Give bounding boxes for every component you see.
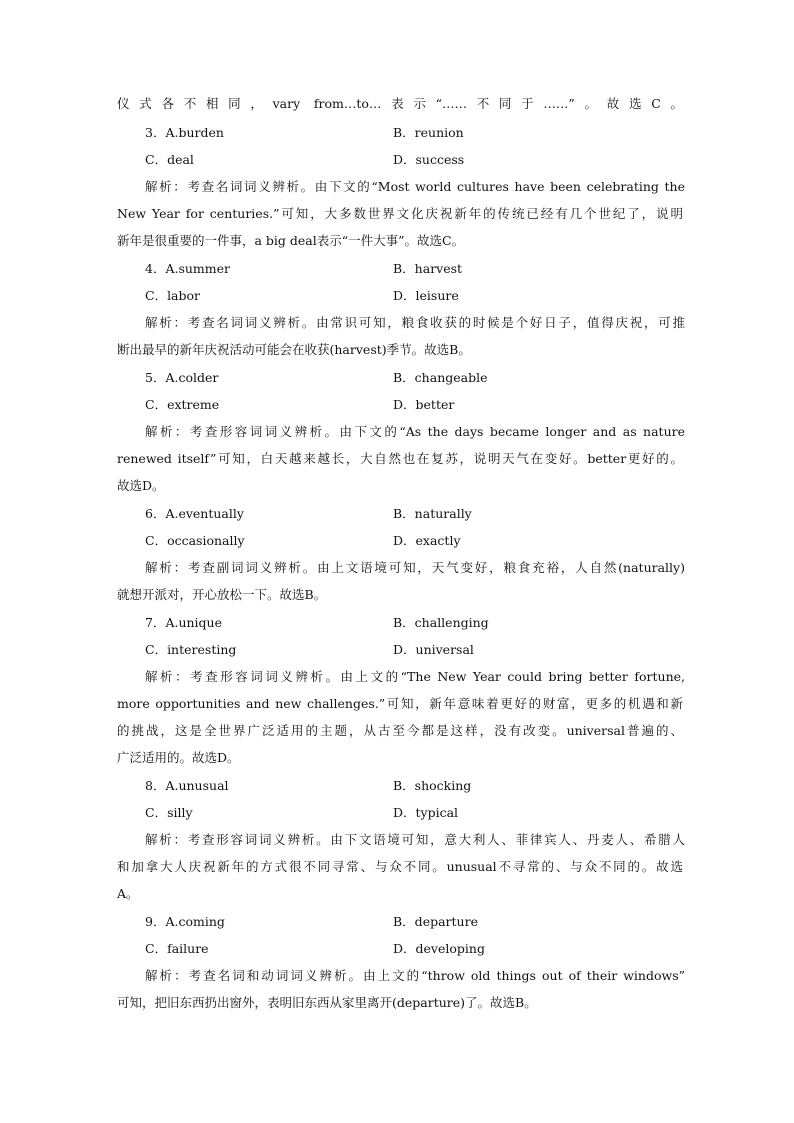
option-row [145,940,685,958]
option-c: C．interesting [145,642,237,657]
option-b: B．harvest [393,261,463,276]
option-c: C．deal [145,152,194,167]
option-c: C．occasionally [145,533,245,548]
option-d: D．exactly [393,533,461,548]
analysis-line: 和加拿大人庆祝新年的方式很不同寻常、与众不同。unusual不寻常的、与众不同的。故选 [117,859,683,874]
option-c: C．failure [145,941,209,956]
option-row [145,369,685,387]
option-a: 4．A.summer [145,261,230,276]
intro-line: 仪式各不相同，vary from…to…表示“……不同于……”。故选C。 [117,96,683,111]
analysis-line: 断出最早的新年庆祝活动可能会在收获(harvest)季节。故选B。 [117,342,471,357]
option-row [145,505,685,523]
analysis-line: 就想开派对，开心放松一下。故选B。 [117,587,327,602]
analysis-line: 解析：考查形容词词义辨析。由下文语境可知，意大利人、菲律宾人、丹麦人、希腊人 [145,832,685,847]
option-row [145,913,685,931]
option-row [145,396,685,414]
option-c: C．extreme [145,397,220,412]
option-row [145,641,685,659]
option-b: B．naturally [393,506,472,521]
option-a: 6．A.eventually [145,506,244,521]
option-row [145,777,685,795]
option-b: B．challenging [393,615,489,630]
analysis-line: 广泛适用的。故选D。 [117,750,240,765]
analysis-line: 的挑战，这是全世界广泛适用的主题，从古至今都是这样，没有改变。universal普遍的、 [117,723,683,738]
option-a: 8．A.unusual [145,778,229,793]
option-d: D．typical [393,805,459,820]
option-a: 3．A.burden [145,125,224,140]
option-a: 9．A.coming [145,914,225,929]
option-b: B．reunion [393,125,464,140]
analysis-line: 解析：考查名词和动词词义辨析。由上文的“throw old things out of their windows” [145,968,685,983]
option-c: C．silly [145,805,193,820]
option-row [145,260,685,278]
analysis-line: more opportunities and new challenges.”可知，新年意味着更好的财富，更多的机遇和新 [117,696,683,711]
option-row [145,532,685,550]
analysis-line: 可知，把旧东西扔出窗外，表明旧东西从家里离开(departure)了。故选B。 [117,995,537,1010]
option-row [145,804,685,822]
option-a: 5．A.colder [145,370,219,385]
analysis-line: 故选D。 [117,478,165,493]
option-c: C．labor [145,288,201,303]
option-d: D．universal [393,642,474,657]
option-b: B．changeable [393,370,488,385]
analysis-line: 解析：考查副词词义辨析。由上文语境可知，天气变好，粮食充裕，人自然(naturally) [145,560,685,575]
option-d: D．success [393,152,465,167]
option-row [145,151,685,169]
analysis-line: 新年是很重要的一件事，a big deal表示“一件大事”。故选C。 [117,233,465,248]
analysis-line: 解析：考查名词词义辨析。由下文的“Most world cultures have been celebrating the [145,179,685,194]
option-b: B．shocking [393,778,472,793]
analysis-line: 解析：考查名词词义辨析。由常识可知，粮食收获的时候是个好日子，值得庆祝，可推 [145,315,685,330]
option-d: D．leisure [393,288,459,303]
option-d: D．better [393,397,455,412]
analysis-line: 解析：考查形容词词义辨析。由下文的“As the days became longer and as nature [145,424,685,439]
option-d: D．developing [393,941,485,956]
analysis-line: A。 [117,886,139,901]
analysis-line: New Year for centuries.”可知，大多数世界文化庆祝新年的传统已经有几个世纪了，说明 [117,206,683,221]
option-row [145,614,685,632]
analysis-line: renewed itself”可知，白天越来越长，大自然也在复苏，说明天气在变好。better更好的。 [117,451,683,466]
option-b: B．departure [393,914,478,929]
option-row [145,124,685,142]
option-a: 7．A.unique [145,615,223,630]
analysis-line: 解析：考查形容词词义辨析。由上文的“The New Year could bring better fortune, [145,669,685,684]
option-row [145,287,685,305]
